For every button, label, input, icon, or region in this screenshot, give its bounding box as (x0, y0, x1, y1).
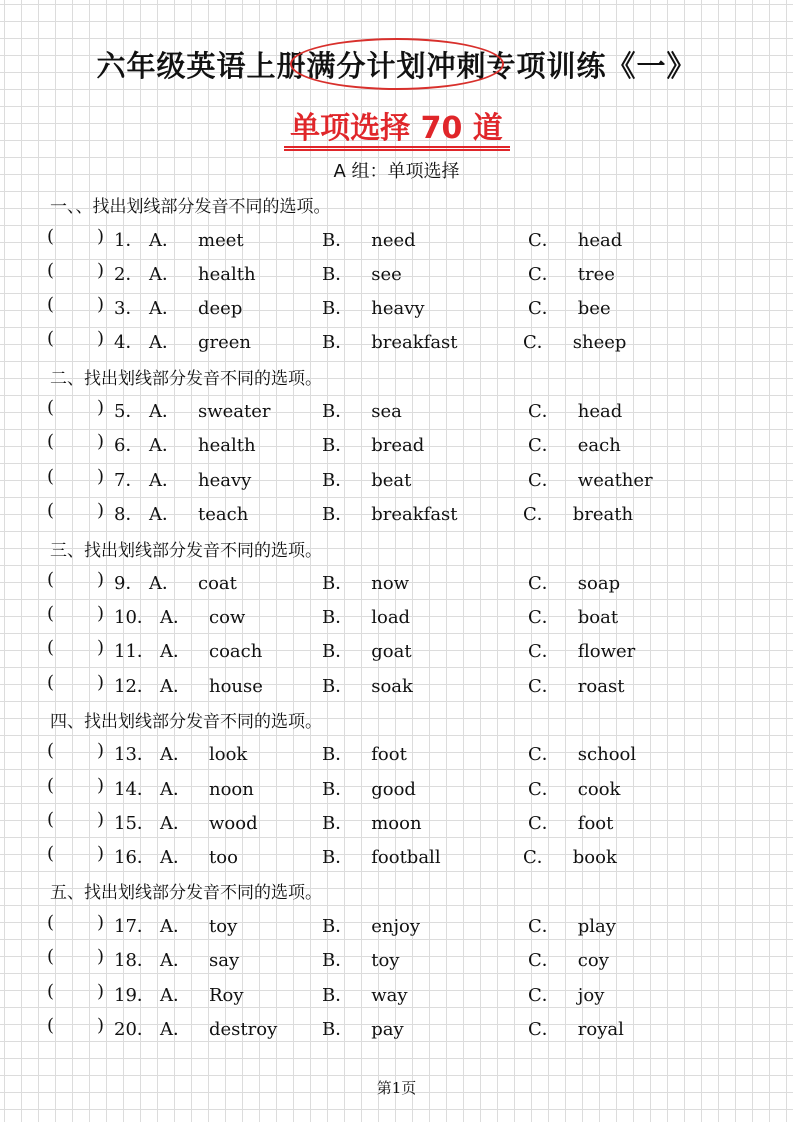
question-number: 3． (114, 298, 144, 319)
option-a-word: meet (198, 230, 244, 251)
option-b: B． way (322, 985, 408, 1006)
section-heading-4: 四、找出划线部分发音不同的选项。 (50, 712, 322, 732)
option-a: A． sweater (149, 401, 271, 422)
option-a: A． Roy (160, 985, 244, 1006)
option-c-word: joy (577, 985, 605, 1006)
answer-paren-open: ( (47, 672, 55, 693)
option-b-word: need (371, 230, 416, 251)
option-c-word: roast (577, 676, 625, 697)
option-a: A． cow (160, 607, 246, 628)
question-row-9 (0, 569, 793, 599)
question-number: 6． (114, 435, 144, 456)
question-row-10 (0, 603, 793, 633)
answer-paren-open: ( (47, 775, 55, 796)
option-a-word: Roy (209, 985, 244, 1006)
option-c-word: royal (577, 1019, 624, 1040)
option-a-word: health (198, 435, 256, 456)
question-row-8 (0, 500, 793, 530)
option-c: C． foot (528, 813, 614, 834)
option-b: B． load (322, 607, 411, 628)
option-b: B． foot (322, 744, 407, 765)
option-c-word: book (572, 847, 617, 868)
question-row-14 (0, 775, 793, 805)
option-b-word: goat (371, 641, 412, 662)
option-b: B． sea (322, 401, 402, 422)
option-c-word: weather (577, 470, 653, 491)
option-b: B． see (322, 264, 402, 285)
question-row-1 (0, 226, 793, 256)
option-b-word: breakfast (371, 332, 458, 353)
answer-paren-open: ( (47, 260, 55, 281)
option-c-word: coy (577, 950, 609, 971)
option-c: C． joy (528, 985, 605, 1006)
option-c-word: each (577, 435, 621, 456)
answer-paren-open: ( (47, 981, 55, 1002)
option-c: C． each (528, 435, 621, 456)
option-b: B． beat (322, 470, 412, 491)
option-b-word: good (371, 779, 416, 800)
question-number: 19． (114, 985, 155, 1006)
option-a: A． teach (149, 504, 249, 525)
question-row-4 (0, 328, 793, 358)
option-c: C． cook (528, 779, 621, 800)
option-b-word: pay (371, 1019, 404, 1040)
question-row-6 (0, 431, 793, 461)
answer-paren-close: ) (97, 809, 105, 830)
option-b: B． pay (322, 1019, 404, 1040)
question-number: 15． (114, 813, 155, 834)
option-a: A． too (160, 847, 238, 868)
option-a-word: cow (209, 607, 246, 628)
question-number: 5． (114, 401, 144, 422)
question-row-3 (0, 294, 793, 324)
question-number: 9． (114, 573, 144, 594)
option-a-word: too (209, 847, 238, 868)
option-a: A． noon (160, 779, 254, 800)
option-b-word: soak (371, 676, 413, 697)
answer-paren-close: ) (97, 740, 105, 761)
option-a: A． health (149, 435, 256, 456)
option-c-word: cook (577, 779, 621, 800)
option-a-word: health (198, 264, 256, 285)
option-c-word: tree (577, 264, 615, 285)
section-heading-3: 三、找出划线部分发音不同的选项。 (50, 541, 322, 561)
option-c: C． tree (528, 264, 615, 285)
option-a: A． house (160, 676, 263, 697)
option-b: B． breakfast (322, 332, 458, 353)
answer-paren-close: ) (97, 569, 105, 590)
option-a: A． deep (149, 298, 243, 319)
answer-paren-open: ( (47, 500, 55, 521)
answer-paren-open: ( (47, 946, 55, 967)
option-b: B． enjoy (322, 916, 421, 937)
question-number: 2． (114, 264, 144, 285)
question-row-19 (0, 981, 793, 1011)
question-row-5 (0, 397, 793, 427)
subtitle: 单项选择 70 道 (290, 111, 503, 146)
option-c-word: school (577, 744, 637, 765)
option-b-word: breakfast (371, 504, 458, 525)
answer-paren-open: ( (47, 603, 55, 624)
answer-paren-open: ( (47, 912, 55, 933)
answer-paren-close: ) (97, 1015, 105, 1036)
option-c: C． coy (528, 950, 609, 971)
option-c: C． flower (528, 641, 636, 662)
question-number: 8． (114, 504, 144, 525)
section-heading-5: 五、找出划线部分发音不同的选项。 (50, 883, 322, 903)
option-b: B． good (322, 779, 416, 800)
page-title: 六年级英语上册满分计划冲刺专项训练《一》 (96, 49, 697, 83)
option-a-word: house (209, 676, 263, 697)
question-row-13 (0, 740, 793, 770)
option-a-word: green (198, 332, 252, 353)
question-number: 18． (114, 950, 155, 971)
question-number: 1． (114, 230, 144, 251)
option-a-word: look (209, 744, 248, 765)
option-b-word: way (371, 985, 408, 1006)
question-number: 7． (114, 470, 144, 491)
option-c-word: head (577, 230, 623, 251)
option-b: B． goat (322, 641, 412, 662)
option-b-word: load (371, 607, 411, 628)
option-a-word: wood (209, 813, 258, 834)
option-c: C． royal (528, 1019, 624, 1040)
option-b: B． soak (322, 676, 413, 697)
answer-paren-open: ( (47, 569, 55, 590)
option-b: B． moon (322, 813, 422, 834)
option-c: C． roast (528, 676, 625, 697)
option-a-word: coat (198, 573, 237, 594)
option-b: B． need (322, 230, 416, 251)
answer-paren-close: ) (97, 328, 105, 349)
option-a: A． green (149, 332, 252, 353)
option-c: C． weather (528, 470, 653, 491)
answer-paren-open: ( (47, 809, 55, 830)
answer-paren-close: ) (97, 294, 105, 315)
group-title: A 组：单项选择 (333, 161, 460, 182)
answer-paren-open: ( (47, 466, 55, 487)
option-a: A． say (160, 950, 240, 971)
option-c: C． head (528, 401, 623, 422)
question-row-18 (0, 946, 793, 976)
option-c: C． sheep (523, 332, 627, 353)
option-c-word: play (577, 916, 616, 937)
option-c: C． book (523, 847, 617, 868)
option-a: A． coat (149, 573, 237, 594)
answer-paren-open: ( (47, 740, 55, 761)
answer-paren-close: ) (97, 500, 105, 521)
answer-paren-close: ) (97, 843, 105, 864)
answer-paren-close: ) (97, 912, 105, 933)
option-b: B． breakfast (322, 504, 458, 525)
question-row-20 (0, 1015, 793, 1045)
answer-paren-close: ) (97, 226, 105, 247)
option-c-word: bee (577, 298, 611, 319)
option-c: C． play (528, 916, 616, 937)
question-row-7 (0, 466, 793, 496)
question-row-11 (0, 637, 793, 667)
option-b-word: toy (371, 950, 400, 971)
option-b-word: now (371, 573, 410, 594)
section-heading-1: 一、、找出划线部分发音不同的选项。 (50, 197, 331, 217)
answer-paren-open: ( (47, 431, 55, 452)
option-b-word: enjoy (371, 916, 421, 937)
option-b: B． heavy (322, 298, 425, 319)
option-a: A． coach (160, 641, 263, 662)
option-a-word: destroy (209, 1019, 278, 1040)
option-c-word: sheep (572, 332, 627, 353)
option-a-word: coach (209, 641, 263, 662)
question-row-17 (0, 912, 793, 942)
option-a: A． look (160, 744, 248, 765)
option-a: A． toy (160, 916, 238, 937)
answer-paren-open: ( (47, 328, 55, 349)
question-number: 10． (114, 607, 155, 628)
question-number: 4． (114, 332, 144, 353)
option-c: C． school (528, 744, 637, 765)
answer-paren-open: ( (47, 226, 55, 247)
subtitle-double-underline (284, 146, 510, 151)
option-a: A． heavy (149, 470, 252, 491)
option-c-word: boat (577, 607, 619, 628)
option-a-word: deep (198, 298, 243, 319)
option-a: A． wood (160, 813, 258, 834)
answer-paren-close: ) (97, 397, 105, 418)
option-b-word: see (371, 264, 402, 285)
answer-paren-close: ) (97, 431, 105, 452)
question-number: 20． (114, 1019, 155, 1040)
answer-paren-close: ) (97, 466, 105, 487)
option-a: A． meet (149, 230, 244, 251)
option-b-word: beat (371, 470, 412, 491)
option-c-word: flower (577, 641, 636, 662)
option-a-word: heavy (198, 470, 252, 491)
answer-paren-close: ) (97, 775, 105, 796)
option-b-word: sea (371, 401, 402, 422)
answer-paren-close: ) (97, 260, 105, 281)
option-a: A． destroy (160, 1019, 278, 1040)
option-b-word: bread (371, 435, 425, 456)
option-b: B． now (322, 573, 410, 594)
question-row-12 (0, 672, 793, 702)
question-row-2 (0, 260, 793, 290)
answer-paren-open: ( (47, 1015, 55, 1036)
question-row-15 (0, 809, 793, 839)
option-a-word: toy (209, 916, 238, 937)
option-a: A． health (149, 264, 256, 285)
option-b-word: heavy (371, 298, 425, 319)
option-c: C． breath (523, 504, 634, 525)
answer-paren-close: ) (97, 637, 105, 658)
answer-paren-open: ( (47, 397, 55, 418)
answer-paren-close: ) (97, 981, 105, 1002)
question-number: 17． (114, 916, 155, 937)
question-number: 12． (114, 676, 155, 697)
question-number: 14． (114, 779, 155, 800)
option-a-word: sweater (198, 401, 271, 422)
option-b: B． football (322, 847, 441, 868)
question-row-16 (0, 843, 793, 873)
answer-paren-open: ( (47, 294, 55, 315)
option-a-word: say (209, 950, 240, 971)
question-number: 11． (114, 641, 155, 662)
option-c: C． boat (528, 607, 619, 628)
option-b-word: football (371, 847, 441, 868)
option-a-word: teach (198, 504, 249, 525)
option-b-word: foot (371, 744, 407, 765)
section-heading-2: 二、找出划线部分发音不同的选项。 (50, 369, 322, 389)
answer-paren-open: ( (47, 843, 55, 864)
answer-paren-close: ) (97, 603, 105, 624)
option-c-word: foot (577, 813, 614, 834)
option-c-word: breath (572, 504, 634, 525)
option-b: B． toy (322, 950, 400, 971)
question-number: 16． (114, 847, 155, 868)
page-number: 第1页 (376, 1079, 417, 1097)
option-b-word: moon (371, 813, 422, 834)
option-c: C． soap (528, 573, 621, 594)
option-c-word: head (577, 401, 623, 422)
option-b: B． bread (322, 435, 425, 456)
option-c: C． head (528, 230, 623, 251)
option-c: C． bee (528, 298, 611, 319)
question-number: 13． (114, 744, 155, 765)
option-c-word: soap (577, 573, 621, 594)
answer-paren-close: ) (97, 946, 105, 967)
answer-paren-close: ) (97, 672, 105, 693)
option-a-word: noon (209, 779, 254, 800)
answer-paren-open: ( (47, 637, 55, 658)
